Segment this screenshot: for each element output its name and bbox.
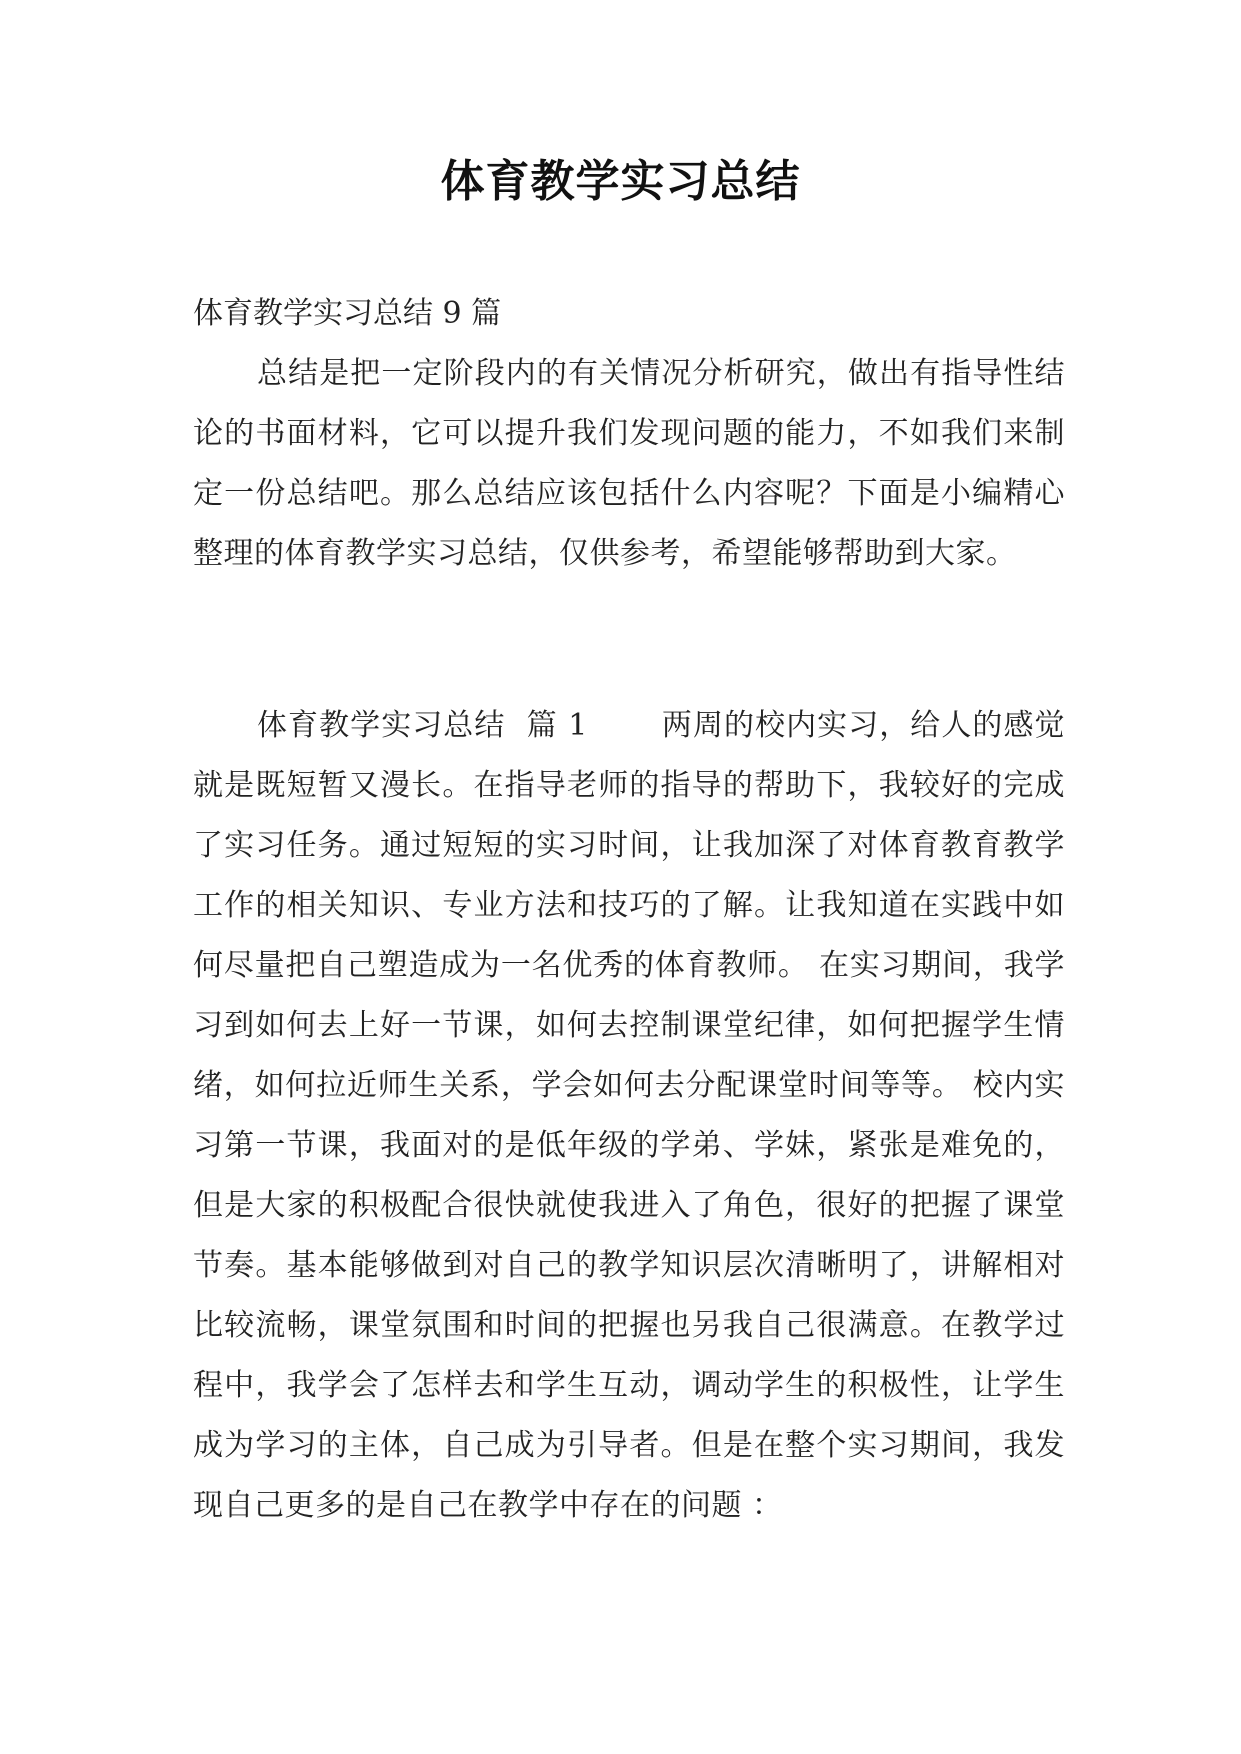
intro-paragraph: 总结是把一定阶段内的有关情况分析研究，做出有指导性结论的书面材料，它可以提升我们发现问题的能力，不如我们来制定一份总结吧。那么总结应该包括什么内容呢？下面是小编精心整理的体育教学实习总结，仅供参考，希望能够帮助到大家。: [193, 356, 1065, 571]
section-1-paragraph: [193, 696, 1065, 1536]
document-title: 体育教学实习总结: [440, 156, 801, 207]
document-subtitle: 体育教学实习总结 9 篇: [193, 296, 502, 331]
section-1-heading: 体育教学实习总结 篇 1: [257, 708, 588, 743]
heading-gap: [588, 708, 662, 743]
section-1-body: 两周的校内实习，给人的感觉就是既短暂又漫长。在指导老师的指导的帮助下，我较好的完成了实习任务。通过短短的实习时间，让我加深了对体育教育教学工作的相关知识、专业方法和技巧的了解。让我知道在实践中如何尽量把自己塑造成为一名优秀的体育教师。 在实习期间，我学习到如何去上好一节课，如何去控制课堂纪律，如何把握学生情绪，如何拉近师生关系，学会如何去分配课堂时间等等。 校内实习第一节课，我面对的是低年级的学弟、学妹，紧张是难免的，但是大家的积极配合很快就使我进入了角色，很好的把握了课堂节奏。基本能够做到对自己的教学知识层次清晰明了，讲解相对比较流畅，课堂氛围和时间的把握也另我自己很满意。在教学过程中，我学会了怎样去和学生互动，调动学生的积极性，让学生成为学习的主体，自己成为引导者。但是在整个实习期间，我发现自己更多的是自己在教学中存在的问题 ：: [193, 708, 1065, 1523]
